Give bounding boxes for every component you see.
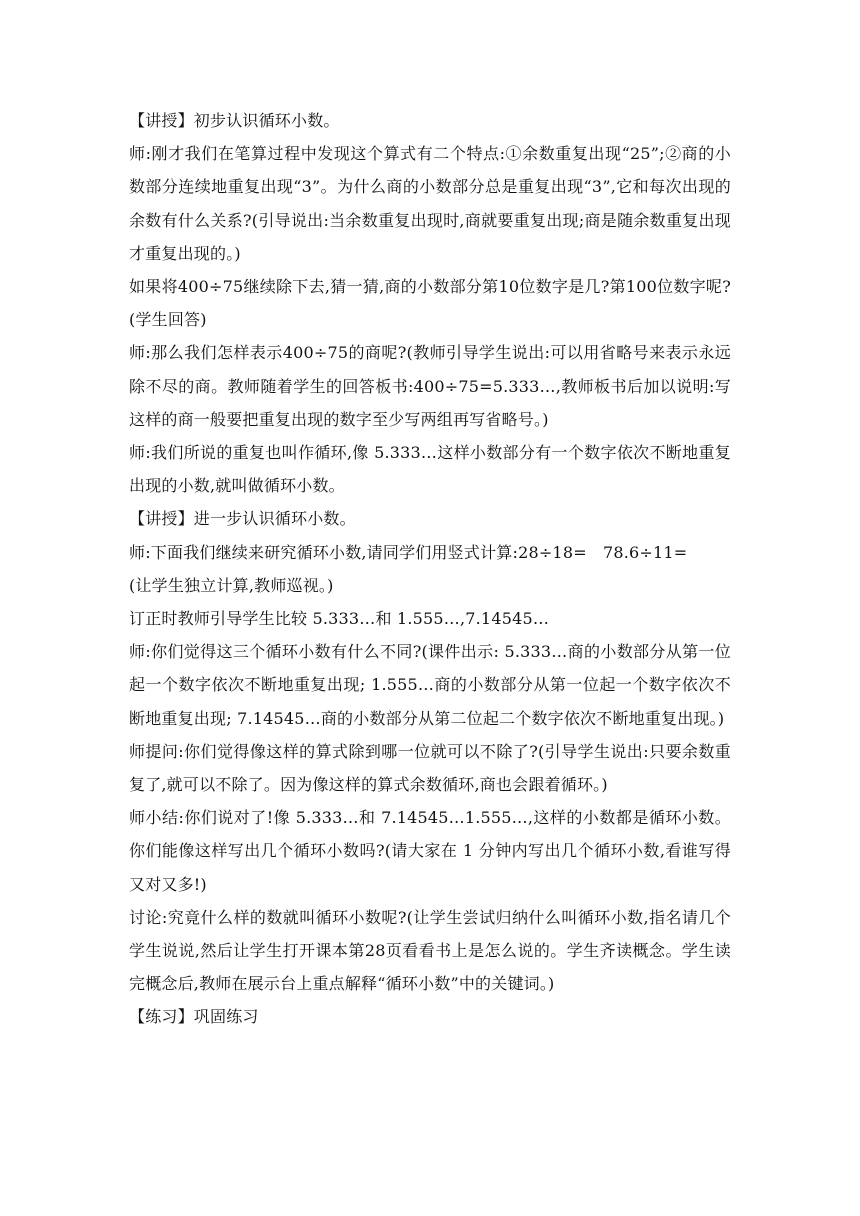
paragraph-teacher-summary: 师小结:你们说对了!像 5.333…和 7.14545…1.555…,这样的小数都是循环小数。你们能像这样写出几个循环小数吗?(请大家在 1 分钟内写出几个循环小数,看谁写得又对又多!)	[129, 808, 731, 894]
paragraph-differences: 师:你们觉得这三个循环小数有什么不同?(课件出示: 5.333…商的小数部分从第一位起一个数字依次不断地重复出现; 1.555…商的小数部分从第一位起一个数字依次不断地重复出现; 7.14545…商的小数部分从第二位起二个数字依次不断地重复出现。)	[129, 642, 731, 728]
paragraph-ellipsis-notation: 师:那么我们怎样表示400÷75的商呢?(教师引导学生说出:可以用省略号来表示永远除不尽的商。教师随着学生的回答板书:400÷75=5.333…,教师板书后加以说明:写这样的商一般要把重复出现的数字至少写两组再写省略号。)	[129, 343, 731, 429]
paragraph-vertical-calculation: 师:下面我们继续来研究循环小数,请同学们用竖式计算:28÷18= 78.6÷11=	[129, 542, 688, 562]
section-heading-lecture-2: 【讲授】进一步认识循环小数。	[129, 509, 356, 529]
paragraph-compare-decimals: 订正时教师引导学生比较 5.333…和 1.555…,7.14545…	[129, 609, 550, 629]
section-heading-practice: 【练习】巩固练习	[129, 1007, 259, 1027]
paragraph-teacher-remainder-features: 师:刚才我们在笔算过程中发现这个算式有二个特点:①余数重复出现“25”;②商的小数部分连续地重复出现“3”。为什么商的小数部分总是重复出现“3”,它和每次出现的余数有什么关系?(引导说出:当余数重复出现时,商就要重复出现;商是随余数重复出现才重复出现的。)	[129, 144, 731, 263]
paragraph-definition-repeating: 师:我们所说的重复也叫作循环,像 5.333…这样小数部分有一个数字依次不断地重复出现的小数,就叫做循环小数。	[129, 443, 731, 496]
document-body	[129, 104, 731, 1034]
paragraph-teacher-question: 师提问:你们觉得像这样的算式除到哪一位就可以不除了?(引导学生说出:只要余数重复了,就可以不除了。因为像这样的算式余数循环,商也会跟着循环。)	[129, 741, 731, 795]
paragraph-guess-digit: 如果将400÷75继续除下去,猜一猜,商的小数部分第10位数字是几?第100位数字呢?(学生回答)	[129, 277, 731, 330]
section-heading-lecture-1: 【讲授】初步认识循环小数。	[129, 111, 340, 130]
paragraph-independent-work: (让学生独立计算,教师巡视。)	[129, 575, 334, 595]
paragraph-discussion: 讨论:究竟什么样的数就叫循环小数呢?(让学生尝试归纳什么叫循环小数,指名请几个学生说说,然后让学生打开课本第28页看看书上是怎么说的。学生齐读概念。学生读完概念后,教师在展示台上重点解释“循环小数”中的关键词。)	[129, 907, 731, 994]
